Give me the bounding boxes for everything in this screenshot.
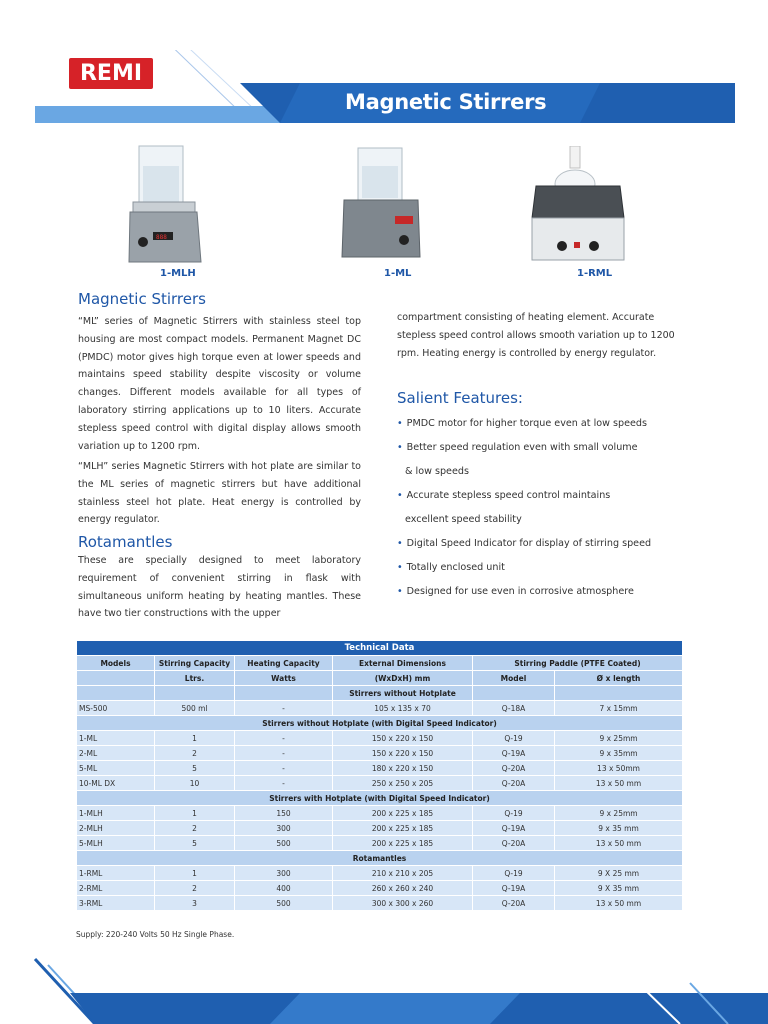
supply-note: Supply: 220-240 Volts 50 Hz Single Phase. <box>76 930 235 939</box>
table-cell: 2 <box>155 746 235 761</box>
table-cell: Q-19 <box>473 866 555 881</box>
table-cell: 210 x 210 x 205 <box>333 866 473 881</box>
feature-item-continued: excellent speed stability <box>405 514 522 525</box>
table-cell: 9 x 35 mm <box>555 821 683 836</box>
table-cell: 500 <box>235 836 333 851</box>
section-title: Stirrers without Hotplate <box>333 686 473 701</box>
table-cell: Q-19 <box>473 731 555 746</box>
table-row <box>77 746 683 761</box>
table-cell: 9 X 35 mm <box>555 881 683 896</box>
table-cell: 13 x 50 mm <box>555 896 683 911</box>
table-cell: 260 x 260 x 240 <box>333 881 473 896</box>
section-title: Stirrers without Hotplate (with Digital Speed Indicator) <box>77 716 683 731</box>
table-section-row <box>77 686 683 701</box>
feature-item: • PMDC motor for higher torque even at low speeds <box>397 418 648 429</box>
table-cell: - <box>235 761 333 776</box>
table-cell: 150 x 220 x 150 <box>333 746 473 761</box>
table-cell: Q-18A <box>473 701 555 716</box>
table-cell: - <box>235 746 333 761</box>
table-cell: Q-19 <box>473 806 555 821</box>
table-caption: Technical Data <box>77 641 683 656</box>
table-cell: 300 x 300 x 260 <box>333 896 473 911</box>
page-title: Magnetic Stirrers <box>345 90 547 114</box>
table-cell: Q-20A <box>473 761 555 776</box>
bullet-icon: • <box>397 562 403 573</box>
feature-item: • Designed for use even in corrosive atmosphere <box>397 586 634 597</box>
table-section-row <box>77 851 683 866</box>
footer-banner <box>0 955 768 1024</box>
table-cell: 2 <box>155 821 235 836</box>
feature-item: • Better speed regulation even with small volume <box>397 442 638 453</box>
table-cell: Q-19A <box>473 881 555 896</box>
table-cell: Q-19A <box>473 746 555 761</box>
table-cell: 1-RML <box>77 866 155 881</box>
column-header: Heating Capacity <box>235 656 333 671</box>
table-cell: 500 <box>235 896 333 911</box>
table-cell: 5 <box>155 761 235 776</box>
column-header: Models <box>77 656 155 671</box>
table-row <box>77 881 683 896</box>
table-cell: 10 <box>155 776 235 791</box>
table-cell: - <box>235 731 333 746</box>
technical-data-table <box>76 640 683 911</box>
table-cell: 10-ML DX <box>77 776 155 791</box>
column-subheader: Model <box>473 671 555 686</box>
column-header: Stirring Paddle (PTFE Coated) <box>473 656 683 671</box>
table-cell: 105 x 135 x 70 <box>333 701 473 716</box>
column-subheader: Ltrs. <box>155 671 235 686</box>
table-cell: 2-ML <box>77 746 155 761</box>
table-cell: Q-20A <box>473 896 555 911</box>
feature-item: • Accurate stepless speed control maintains <box>397 490 611 501</box>
table-cell: 1-MLH <box>77 806 155 821</box>
table-cell: MS-500 <box>77 701 155 716</box>
rotamantles-continued-paragraph: compartment consisting of heating element. Accurate stepless speed control allows smooth variation up to 1200 rpm. Heating energy is controlled by energy regulator. <box>397 312 675 359</box>
mlh-paragraph: “MLH” series Magnetic Stirrers with hot plate are similar to the ML series of magnetic stirrers but have additional stainless steel hot plate. Heat energy is controlled by energy regulator. <box>78 461 361 526</box>
table-cell: 3-RML <box>77 896 155 911</box>
table-cell: 5-MLH <box>77 836 155 851</box>
svg-text:888: 888 <box>156 234 167 241</box>
table-cell: 9 x 25mm <box>555 806 683 821</box>
heading-magnetic-stirrers: Magnetic Stirrers <box>78 290 206 308</box>
table-cell: Q-20A <box>473 836 555 851</box>
feature-item: • Digital Speed Indicator for display of stirring speed <box>397 538 652 549</box>
table-cell: Q-19A <box>473 821 555 836</box>
feature-item: • Totally enclosed unit <box>397 562 505 573</box>
product-image-1-mlh <box>125 140 210 270</box>
table-row <box>77 896 683 911</box>
table-row <box>77 731 683 746</box>
column-header: Stirring Capacity <box>155 656 235 671</box>
table-row <box>77 761 683 776</box>
bullet-icon: • <box>397 538 403 549</box>
table-row <box>77 806 683 821</box>
table-cell: 400 <box>235 881 333 896</box>
table-cell: 1 <box>155 731 235 746</box>
table-cell: 200 x 225 x 185 <box>333 821 473 836</box>
product-label-1-rml: 1-RML <box>577 268 613 279</box>
table-cell: 300 <box>235 821 333 836</box>
table-cell: 5 <box>155 836 235 851</box>
table-row <box>77 701 683 716</box>
product-label-1-ml: 1-ML <box>384 268 412 279</box>
table-cell: 150 <box>235 806 333 821</box>
table-cell: 13 x 50mm <box>555 761 683 776</box>
heading-salient-features: Salient Features: <box>397 389 523 407</box>
table-cell: 3 <box>155 896 235 911</box>
table-cell: 1 <box>155 806 235 821</box>
table-cell: 1-ML <box>77 731 155 746</box>
bullet-icon: • <box>397 490 403 501</box>
product-image-1-ml <box>340 142 425 267</box>
table-cell: 2-RML <box>77 881 155 896</box>
table-cell: Q-20A <box>473 776 555 791</box>
table-section-row <box>77 791 683 806</box>
table-row <box>77 821 683 836</box>
table-cell: - <box>235 701 333 716</box>
intro-paragraph: “ML” series of Magnetic Stirrers with stainless steel top housing are most compact models. Permanent Magnet DC (PMDC) motor gives high torque even at lower speeds and maintains speed stability despite viscosity or volume changes. Different models available for all types of laboratory stirring applications up to 10 liters. Accurate stepless speed control with digital display allows smooth variation up to 1200 rpm. <box>78 316 361 452</box>
remi-logo: REMI <box>69 58 153 89</box>
table-cell: 13 x 50 mm <box>555 776 683 791</box>
table-cell: 250 x 250 x 205 <box>333 776 473 791</box>
table-cell: 200 x 225 x 185 <box>333 836 473 851</box>
table-cell: 1 <box>155 866 235 881</box>
rotamantles-paragraph: These are specially designed to meet laboratory requirement of convenient stirring in flask with simultaneous uniform heating by heating mantles. These have two tier constructions with the upper <box>78 555 361 620</box>
table-cell: 2 <box>155 881 235 896</box>
bullet-icon: • <box>397 442 403 453</box>
table-row <box>77 836 683 851</box>
product-label-1-mlh: 1-MLH <box>160 268 196 279</box>
table-cell: 9 X 25 mm <box>555 866 683 881</box>
bullet-icon: • <box>397 418 403 429</box>
bullet-icon: • <box>397 586 403 597</box>
table-cell: 7 x 15mm <box>555 701 683 716</box>
column-header: External Dimensions <box>333 656 473 671</box>
section-title: Stirrers with Hotplate (with Digital Speed Indicator) <box>77 791 683 806</box>
column-subheader: Ø x length <box>555 671 683 686</box>
table-row <box>77 866 683 881</box>
table-cell: 9 x 35mm <box>555 746 683 761</box>
table-cell: 300 <box>235 866 333 881</box>
table-cell: 180 x 220 x 150 <box>333 761 473 776</box>
table-cell: 500 ml <box>155 701 235 716</box>
table-cell: - <box>235 776 333 791</box>
table-cell: 5-ML <box>77 761 155 776</box>
table-cell: 200 x 225 x 185 <box>333 806 473 821</box>
table-cell: 9 x 25mm <box>555 731 683 746</box>
table-row <box>77 776 683 791</box>
column-subheader: (WxDxH) mm <box>333 671 473 686</box>
column-subheader: Watts <box>235 671 333 686</box>
feature-item-continued: & low speeds <box>405 466 469 477</box>
table-section-row <box>77 716 683 731</box>
product-image-1-rml <box>528 146 628 266</box>
column-subheader <box>77 671 155 686</box>
table-cell: 13 x 50 mm <box>555 836 683 851</box>
section-title: Rotamantles <box>77 851 683 866</box>
table-cell: 150 x 220 x 150 <box>333 731 473 746</box>
table-cell: 2-MLH <box>77 821 155 836</box>
heading-rotamantles: Rotamantles <box>78 533 173 551</box>
